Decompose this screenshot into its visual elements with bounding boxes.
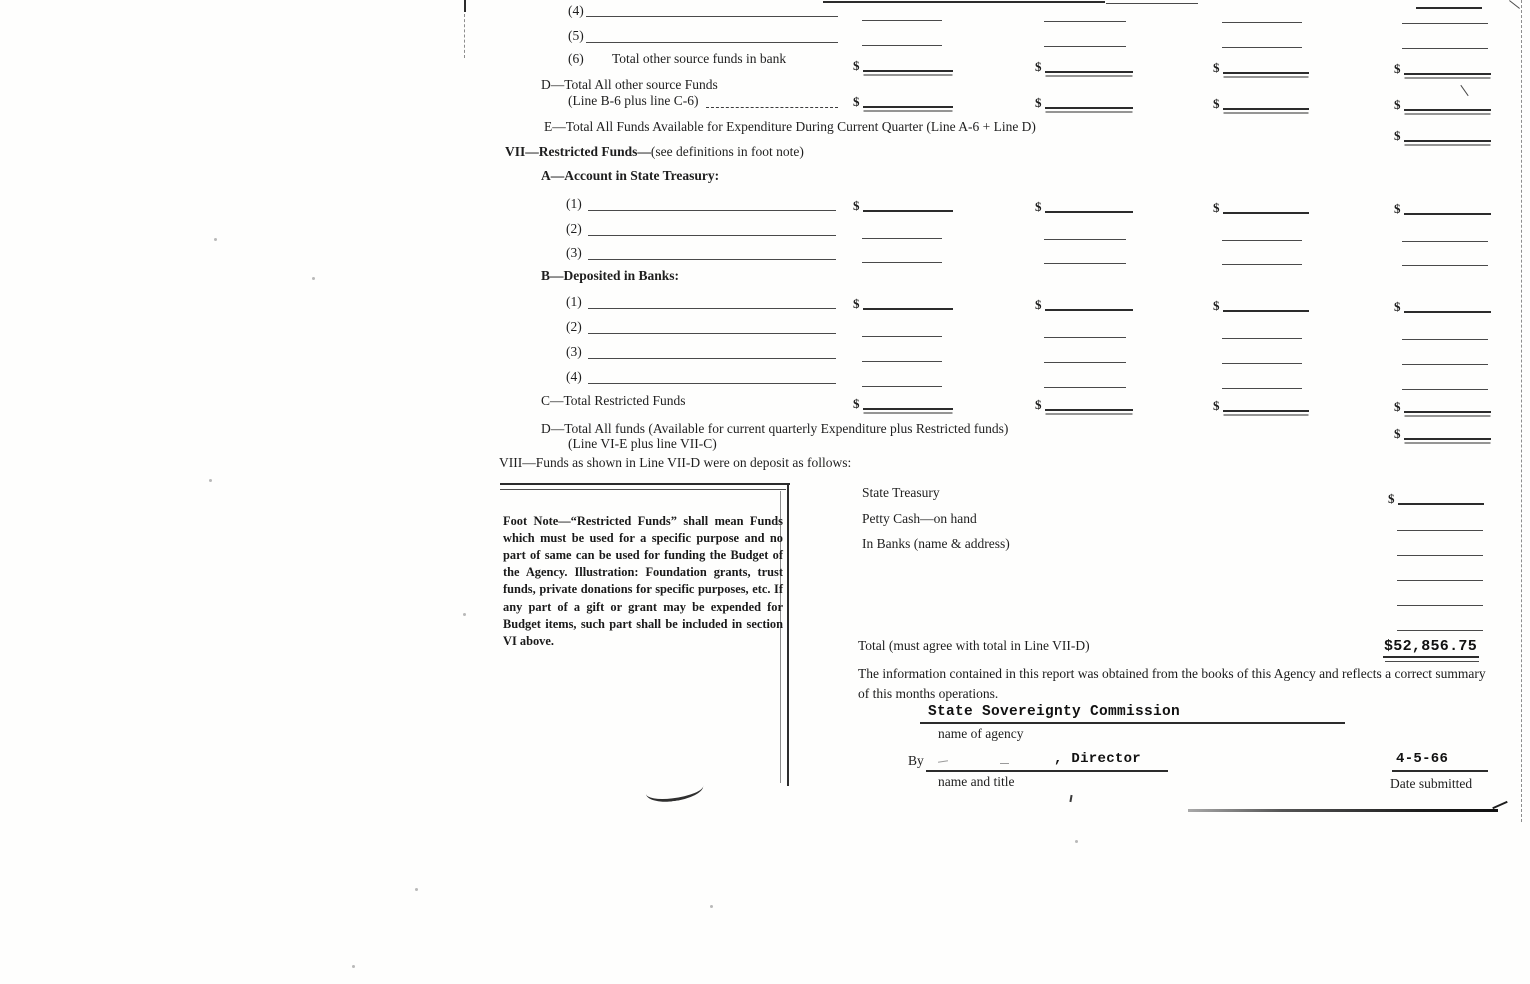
blank-amount-line <box>1044 239 1126 240</box>
vii-a2-label: (2) <box>566 221 582 236</box>
dollar-amount-field <box>1213 296 1309 312</box>
blank-amount-line <box>862 45 942 46</box>
blank-amount-line <box>1222 47 1302 48</box>
footnote-box-border <box>787 483 789 786</box>
blank-amount-line <box>862 262 942 263</box>
line-d-label: D—Total All other source Funds <box>541 77 718 92</box>
footnote-text: Foot Note—“Restricted Funds” shall mean Funds which must be used for a specific purpose and no part of same can be used for funding the Budget of the Agency. Illustration: Foundation grants, trust funds, private donations for specific purposes, etc. If any part of a gift or grant may be expended for Budget items, such part shall be included in section VI above. <box>503 514 783 648</box>
blank-description-line <box>588 308 836 309</box>
blank-description-line <box>588 235 836 236</box>
dollar-sign: $ <box>1394 97 1401 112</box>
dollar-sign: $ <box>1213 398 1220 413</box>
dollar-amount-field <box>1394 199 1491 215</box>
title-value: , Director <box>1054 751 1142 767</box>
total-amount-value: $52,856.75 <box>1384 638 1478 655</box>
scan-speck <box>463 613 466 616</box>
blank-description-line <box>586 42 838 43</box>
pen-tick-mark <box>1509 0 1520 9</box>
vii-c-label: C—Total Restricted Funds <box>541 393 686 408</box>
deposit-label-state-treasury: State Treasury <box>862 485 940 500</box>
dollar-amount-field <box>1213 396 1309 412</box>
blank-amount-line <box>1222 240 1302 241</box>
blank-description-line <box>586 16 838 17</box>
agency-name-caption: name of agency <box>938 726 1024 741</box>
blank-description-line <box>588 333 836 334</box>
blank-amount-line <box>1222 22 1302 23</box>
date-line <box>1392 770 1488 772</box>
pen-underline-mark <box>1188 809 1498 812</box>
blank-description-line <box>588 383 836 384</box>
vii-a3-label: (3) <box>566 245 582 260</box>
vii-a1-label: (1) <box>566 196 582 211</box>
dollar-amount-field <box>1388 489 1484 505</box>
blank-amount-line <box>1397 580 1483 581</box>
dollar-sign: $ <box>1035 397 1042 412</box>
vii-a-header: A—Account in State Treasury: <box>541 168 720 183</box>
page-edge-dashes <box>1521 0 1522 822</box>
vii-d-label: D—Total All funds (Available for current quarterly Expenditure plus Restricted funds) <box>541 421 1009 436</box>
name-title-line <box>926 770 1168 772</box>
dollar-sign: $ <box>1394 399 1401 414</box>
dollar-sign: $ <box>1394 128 1401 143</box>
scan-speck <box>209 479 212 482</box>
blank-amount-line <box>1397 605 1483 606</box>
cutoff-line-fragment <box>1416 7 1482 9</box>
dollar-amount-field <box>853 92 953 108</box>
dollar-amount-field <box>1394 397 1491 413</box>
blank-amount-line <box>1044 21 1126 22</box>
line-5-label: (5) <box>568 28 584 43</box>
dollar-amount-field <box>853 196 953 212</box>
dollar-sign: $ <box>1213 96 1220 111</box>
blank-amount-line <box>1222 264 1302 265</box>
blank-amount-line <box>862 20 942 21</box>
blank-description-line <box>588 210 836 211</box>
dollar-sign: $ <box>1213 200 1220 215</box>
deposit-label-petty-cash: Petty Cash—on hand <box>862 511 977 526</box>
dollar-sign: $ <box>1035 95 1042 110</box>
blank-amount-line <box>1402 339 1488 340</box>
blank-amount-line <box>862 386 942 387</box>
dollar-sign: $ <box>1394 201 1401 216</box>
blank-amount-line <box>1402 241 1488 242</box>
blank-amount-line <box>1397 555 1483 556</box>
dollar-amount-field <box>1213 58 1309 74</box>
blank-amount-line <box>1397 530 1483 531</box>
pen-hook-mark <box>1492 801 1507 809</box>
dollar-amount-field <box>1035 93 1133 109</box>
dollar-amount-field <box>853 294 953 310</box>
blank-description-line <box>588 259 836 260</box>
dollar-amount-field <box>1035 395 1133 411</box>
blank-amount-line <box>1397 630 1483 631</box>
date-caption: Date submitted <box>1390 776 1473 791</box>
footnote-box-border <box>500 483 790 485</box>
blank-description-line <box>588 358 836 359</box>
total-underline <box>1383 656 1479 658</box>
dollar-sign: $ <box>1394 299 1401 314</box>
scan-speck <box>352 965 355 968</box>
dollar-amount-field <box>1035 197 1133 213</box>
dollar-sign: $ <box>1388 491 1395 506</box>
blank-amount-line <box>1402 265 1488 266</box>
deposit-label-in-banks: In Banks (name & address) <box>862 536 1010 551</box>
section-vii-title: VII—Restricted Funds— <box>505 144 651 159</box>
dollar-amount-field <box>853 394 953 410</box>
blank-amount-line <box>1044 46 1126 47</box>
vii-b2-label: (2) <box>566 319 582 334</box>
scan-speck <box>312 277 315 280</box>
vii-b3-label: (3) <box>566 344 582 359</box>
dollar-amount-field <box>853 56 953 72</box>
dollar-amount-field <box>1035 295 1133 311</box>
dollar-amount-field <box>1213 94 1309 110</box>
line-6-number: (6) <box>568 51 584 66</box>
dollar-amount-field <box>1394 59 1491 75</box>
blank-amount-line <box>1044 362 1126 363</box>
blank-amount-line <box>1044 387 1126 388</box>
dollar-sign: $ <box>853 198 860 213</box>
vii-b-header: B—Deposited in Banks: <box>541 268 680 283</box>
blank-amount-line <box>1044 337 1126 338</box>
date-value: 4-5-66 <box>1396 751 1449 767</box>
section-vii-header <box>505 144 804 160</box>
dollar-sign: $ <box>1213 298 1220 313</box>
dollar-amount-field <box>1394 126 1491 142</box>
vii-b1-label: (1) <box>566 294 582 309</box>
pen-swoosh-mark <box>645 783 704 805</box>
dollar-amount-field <box>1213 198 1309 214</box>
cutoff-line-fragment <box>1106 3 1198 4</box>
section-vii-note: (see definitions in foot note) <box>650 144 804 159</box>
scan-speck <box>415 888 418 891</box>
dollar-sign: $ <box>1213 60 1220 75</box>
dollar-amount-field <box>1394 424 1491 440</box>
blank-amount-line <box>1402 23 1488 24</box>
dollar-sign: $ <box>853 396 860 411</box>
faint-signature-mark <box>938 760 948 762</box>
dollar-amount-field <box>1394 297 1491 313</box>
cutoff-line-fragment <box>823 1 1105 3</box>
agency-name-value: State Sovereignty Commission <box>928 704 1181 720</box>
by-label: By <box>908 753 924 768</box>
line-4-label: (4) <box>568 3 584 18</box>
page-edge-artifact <box>464 14 465 58</box>
total-label: Total (must agree with total in Line VII-D) <box>858 638 1090 653</box>
dollar-amount-field <box>1035 57 1133 73</box>
dotted-leader <box>706 107 838 108</box>
dollar-sign: $ <box>1035 59 1042 74</box>
blank-amount-line <box>1222 388 1302 389</box>
name-title-caption: name and title <box>938 774 1015 789</box>
dollar-sign: $ <box>1394 426 1401 441</box>
scan-speck <box>1075 840 1078 843</box>
dollar-sign: $ <box>1394 61 1401 76</box>
blank-amount-line <box>1222 363 1302 364</box>
blank-amount-line <box>1402 364 1488 365</box>
total-underline <box>1385 661 1479 662</box>
blank-amount-line <box>1222 338 1302 339</box>
page-edge-artifact <box>464 0 466 12</box>
blank-amount-line <box>1402 48 1488 49</box>
line-6-label: Total other source funds in bank <box>612 51 787 66</box>
blank-amount-line <box>1402 389 1488 390</box>
dollar-sign: $ <box>853 94 860 109</box>
vii-d-sublabel: (Line VI-E plus line VII-C) <box>568 436 717 451</box>
stray-mark <box>1069 795 1072 802</box>
vii-b4-label: (4) <box>566 369 582 384</box>
agency-name-line <box>920 722 1345 724</box>
line-e-label: E—Total All Funds Available for Expenditure During Current Quarter (Line A-6 + Line D) <box>544 119 1036 134</box>
blank-amount-line <box>862 238 942 239</box>
dollar-sign: $ <box>853 58 860 73</box>
blank-amount-line <box>1044 263 1126 264</box>
section-viii-header: VIII—Funds as shown in Line VII-D were on deposit as follows: <box>499 455 852 470</box>
dollar-sign: $ <box>1035 199 1042 214</box>
dollar-amount-field <box>1394 95 1491 111</box>
dollar-sign: $ <box>1035 297 1042 312</box>
dollar-sign: $ <box>853 296 860 311</box>
scan-speck <box>214 238 217 241</box>
scan-speck <box>710 905 713 908</box>
blank-amount-line <box>862 361 942 362</box>
blank-amount-line <box>862 336 942 337</box>
line-d-sublabel: (Line B-6 plus line C-6) <box>568 93 699 108</box>
faint-signature-mark <box>1000 763 1009 764</box>
footnote-box-border <box>500 489 786 490</box>
certification-statement: The information contained in this report was obtained from the books of this Agency and reflects a correct summary of this months operations. <box>858 666 1486 701</box>
